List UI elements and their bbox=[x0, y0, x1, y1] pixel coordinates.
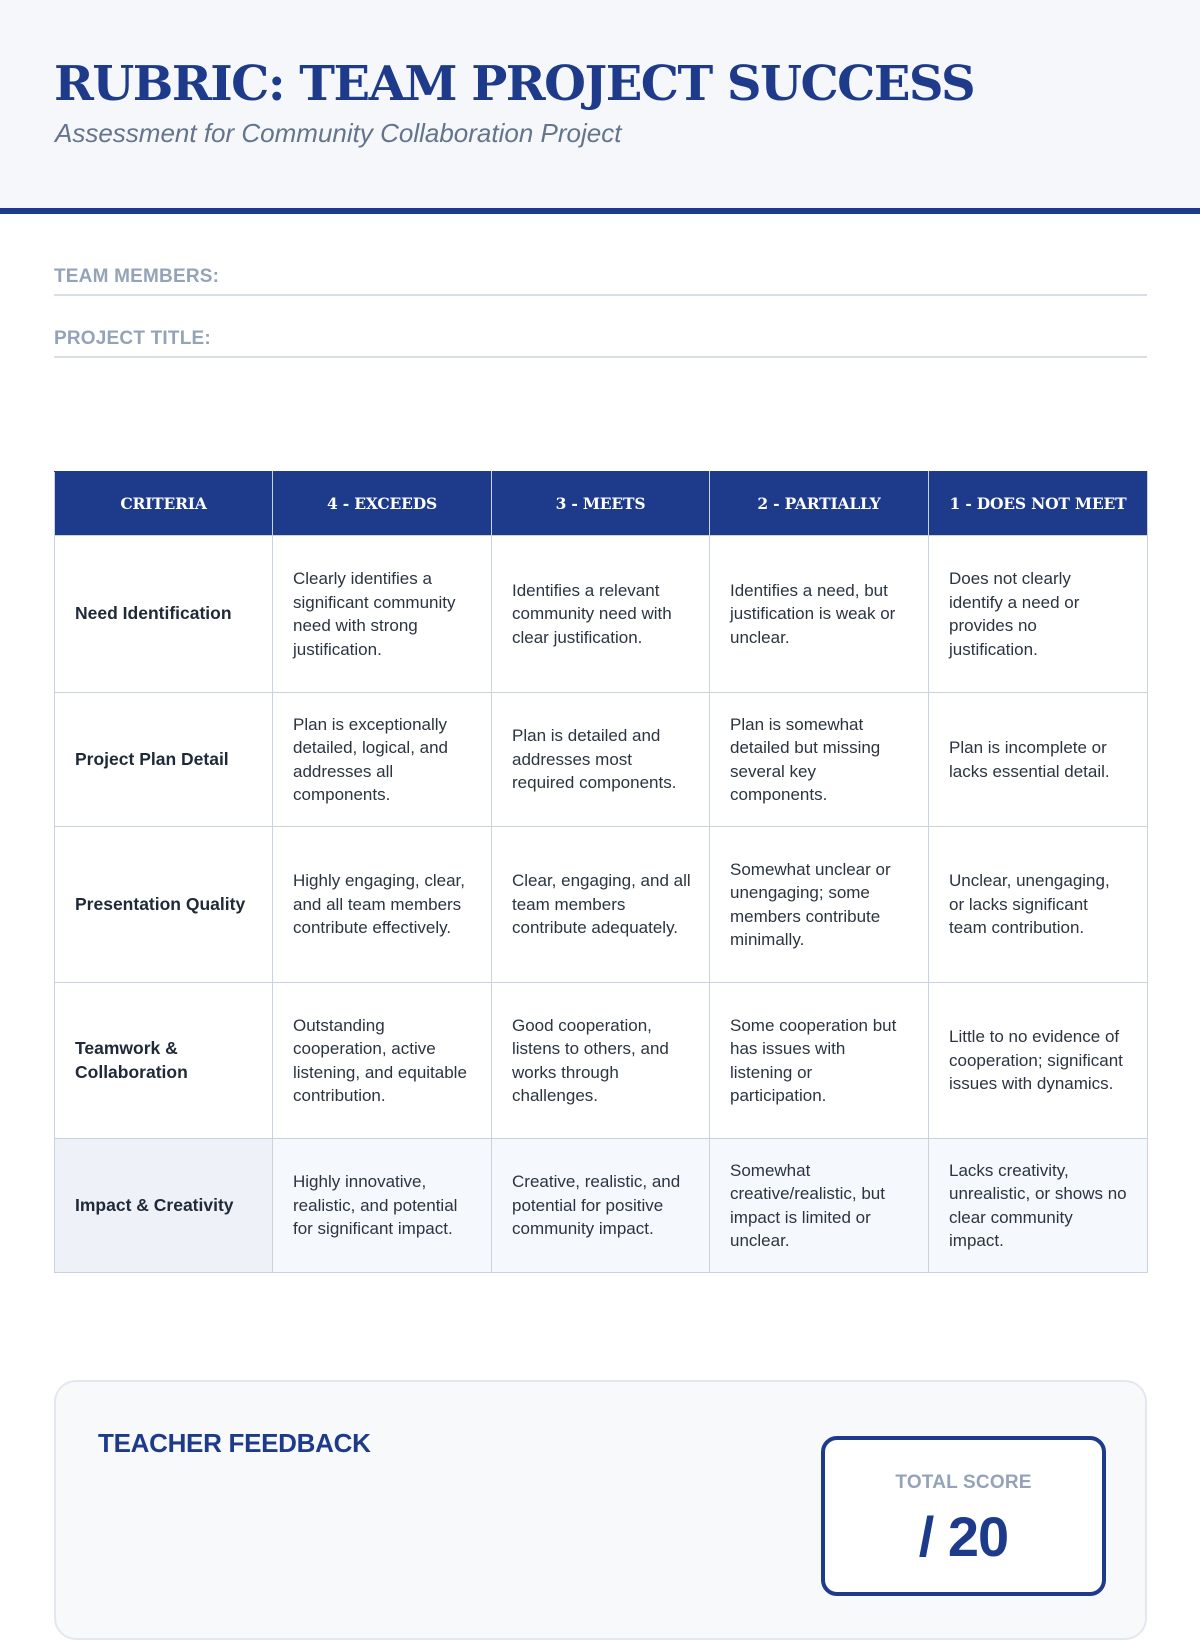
rubric-cell: Clearly identifies a significant community need with strong justification. bbox=[273, 536, 492, 693]
page-subtitle: Assessment for Community Collaboration Project bbox=[55, 118, 622, 148]
column-header-does-not-meet: 1 - DOES NOT MEET bbox=[929, 472, 1148, 536]
rubric-cell: Identifies a relevant community need with clear justification. bbox=[492, 536, 710, 693]
rubric-cell: Lacks creativity, unrealistic, or shows no clear community impact. bbox=[929, 1139, 1148, 1273]
criterion-label: Project Plan Detail bbox=[55, 693, 273, 827]
team-members-label: TEAM MEMBERS: bbox=[54, 266, 220, 287]
column-header-meets: 3 - MEETS bbox=[492, 472, 710, 536]
criterion-label: Presentation Quality bbox=[55, 827, 273, 983]
feedback-title: TEACHER FEEDBACK bbox=[98, 1428, 371, 1458]
rubric-cell: Little to no evidence of cooperation; significant issues with dynamics. bbox=[929, 983, 1148, 1139]
rubric-cell: Creative, realistic, and potential for positive community impact. bbox=[492, 1139, 710, 1273]
teacher-feedback-panel bbox=[54, 1380, 1147, 1640]
table-row bbox=[55, 827, 1148, 983]
table-row bbox=[55, 983, 1148, 1139]
team-members-field[interactable] bbox=[54, 266, 1147, 296]
rubric-table bbox=[54, 471, 1148, 1273]
header-row bbox=[55, 472, 1148, 536]
rubric-cell: Some cooperation but has issues with listening or participation. bbox=[710, 983, 929, 1139]
table-row bbox=[55, 536, 1148, 693]
criterion-label: Teamwork & Collaboration bbox=[55, 983, 273, 1139]
column-header-exceeds: 4 - EXCEEDS bbox=[273, 472, 492, 536]
rubric-cell: Somewhat creative/realistic, but impact is limited or unclear. bbox=[710, 1139, 929, 1273]
project-title-field[interactable] bbox=[54, 328, 1147, 358]
column-header-partially: 2 - PARTIALLY bbox=[710, 472, 929, 536]
rubric-cell: Outstanding cooperation, active listening, and equitable contribution. bbox=[273, 983, 492, 1139]
table-row bbox=[55, 1139, 1148, 1273]
total-score-label: TOTAL SCORE bbox=[895, 1472, 1032, 1493]
project-title-label: PROJECT TITLE: bbox=[54, 328, 211, 349]
rubric-cell: Identifies a need, but justification is weak or unclear. bbox=[710, 536, 929, 693]
rubric-cell: Plan is detailed and addresses most required components. bbox=[492, 693, 710, 827]
rubric-cell: Plan is somewhat detailed but missing several key components. bbox=[710, 693, 929, 827]
criterion-label: Need Identification bbox=[55, 536, 273, 693]
rubric-cell: Unclear, unengaging, or lacks significant team contribution. bbox=[929, 827, 1148, 983]
rubric-cell: Does not clearly identify a need or provides no justification. bbox=[929, 536, 1148, 693]
rubric-cell: Plan is exceptionally detailed, logical, and addresses all components. bbox=[273, 693, 492, 827]
column-header-criteria: CRITERIA bbox=[55, 472, 273, 536]
rubric-cell: Highly engaging, clear, and all team members contribute effectively. bbox=[273, 827, 492, 983]
rubric-cell: Plan is incomplete or lacks essential detail. bbox=[929, 693, 1148, 827]
rubric-cell: Highly innovative, realistic, and potential for significant impact. bbox=[273, 1139, 492, 1273]
rubric-cell: Clear, engaging, and all team members contribute adequately. bbox=[492, 827, 710, 983]
total-score-value: / 20 bbox=[918, 1505, 1009, 1568]
page-title: RUBRIC: TEAM PROJECT SUCCESS bbox=[54, 56, 975, 112]
table-row bbox=[55, 693, 1148, 827]
total-score-box bbox=[821, 1436, 1106, 1596]
criterion-label: Impact & Creativity bbox=[55, 1139, 273, 1273]
rubric-cell: Good cooperation, listens to others, and works through challenges. bbox=[492, 983, 710, 1139]
page-header bbox=[0, 0, 1200, 214]
rubric-cell: Somewhat unclear or unengaging; some members contribute minimally. bbox=[710, 827, 929, 983]
